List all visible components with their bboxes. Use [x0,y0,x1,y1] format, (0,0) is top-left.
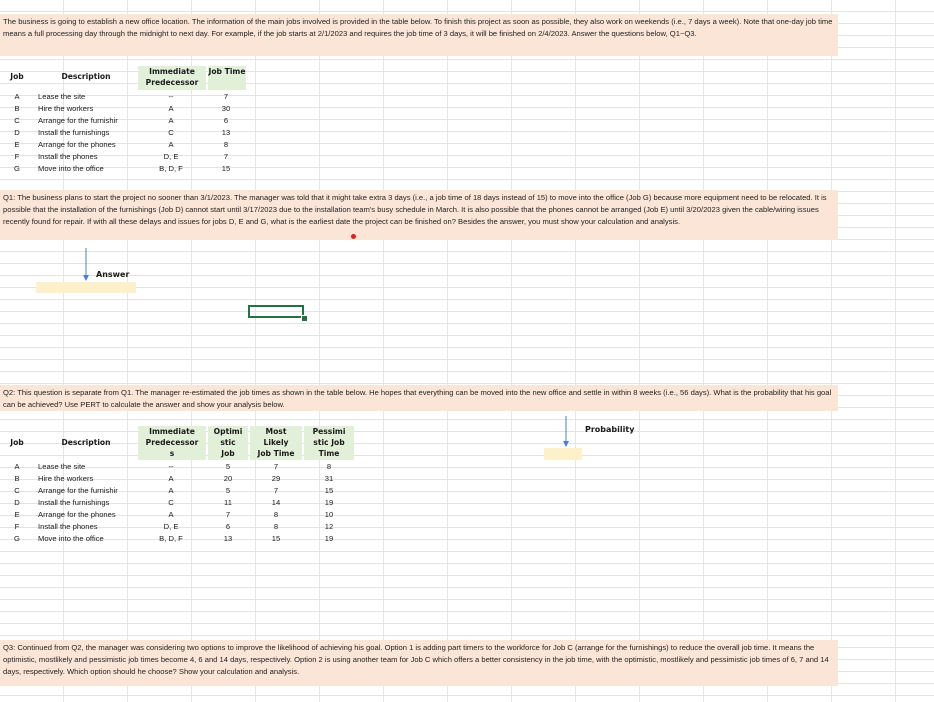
table-cell-pred: -- [168,462,174,471]
q2-note [0,385,838,411]
table-cell-pred: A [168,140,174,149]
most-line-3: Job Time [257,449,295,458]
table-cell-job: F [14,152,20,161]
table-cell-pred: D, E [163,152,179,161]
table-cell-pes: 15 [324,486,334,495]
table-cell-pred: D, E [163,522,179,531]
table-cell-pred: C [168,498,174,507]
q3-text: Q3: Continued from Q2, the manager was considering two options to improve the likelihood of achieving his goal. Option 1 is adding part timers to the workforce for Job C (arrange for the furnishings) to reduce the overall job time. It means the optimistic, mostlikely and pessimistic job times become 4, 6 and 14 days, respectively. Option 2 is using another team for Job C which offers a better consistency in the job time, with the optimistic, mostlikely and pessimistic job times of 6, 7 and 14 days, respectively. Which option should he choose? Show your calculation and analysis. [3,643,829,676]
table2-header-description: Description [61,438,111,447]
q3-note [0,640,838,686]
table-cell-job: A [14,462,20,471]
table-cell-desc: Move into the office [38,534,104,543]
table1-predecessor-label: Immediate Predecessor [145,67,199,87]
table-cell-pred: A [168,510,174,519]
answer-label: Answer [96,270,130,279]
table-cell-desc: Arrange for the furnishir [38,486,118,495]
table1-header-description: Description [61,72,111,81]
probability-cell[interactable] [544,448,582,460]
table-cell-most: 8 [273,522,279,531]
table-cell-time: 13 [221,128,231,137]
opt-line-1: Optimi [213,427,243,436]
table-cell-pes: 12 [324,522,334,531]
table-cell-opt: 11 [224,498,232,507]
table-cell-time: 15 [221,164,231,173]
table-cell-job: C [14,486,20,495]
table2-header-job: Job [10,438,24,447]
table-cell-job: E [14,510,20,519]
most-line-1: Most [265,427,287,436]
table-cell-pred: A [168,486,174,495]
table-cell-job: D [14,128,20,137]
table-cell-pes: 19 [324,498,334,507]
table-cell-desc: Arrange for the phones [38,140,116,149]
pes-line-2: stic Job [313,438,345,447]
table-cell-most: 29 [271,474,281,483]
opt-line-3: Job [221,449,235,458]
pes-line-3: Time [318,449,340,458]
table2-header-predecessor [138,426,206,460]
table-cell-pred: B, D, F [159,164,183,173]
table-cell-pred: B, D, F [159,534,183,543]
table-cell-pred: A [168,116,174,125]
table-cell-desc: Arrange for the furnishir [38,116,118,125]
opt-line-2: stic [220,438,236,447]
selected-cell[interactable] [248,305,304,318]
table-cell-opt: 5 [225,462,231,471]
table-cell-time: 6 [223,116,229,125]
table-cell-job: D [14,498,20,507]
table-cell-desc: Install the phones [38,152,98,161]
job-table-1 [0,64,250,176]
table-cell-most: 14 [271,498,281,507]
table-cell-desc: Hire the workers [38,474,94,483]
intro-text: The business is going to establish a new office location. The information of the main jobs involved is provided in the table below. To finish this project as soon as possible, they also work on weekends (i.e., 7 days a week). Note that one-day job time means a full processing day through the midnight to next day. For example, if the job starts at 2/1/2023 and requires the job time of 3 days, it will be finished on 2/4/2023. Answer the questions below, Q1~Q3. [3,17,833,38]
table-cell-time: 8 [223,140,229,149]
table2-header-most-likely [250,426,302,460]
table-cell-desc: Lease the site [38,92,86,101]
probability-label: Probability [585,425,635,434]
table-cell-job: G [14,164,20,173]
table-cell-opt: 7 [225,510,231,519]
pred-line-3: s [169,449,175,458]
table1-header-time [208,66,246,90]
table-cell-most: 8 [273,510,279,519]
table-cell-pred: C [168,128,174,137]
table-cell-time: 7 [223,152,229,161]
table-cell-desc: Lease the site [38,462,86,471]
table-cell-job: C [14,116,20,125]
table-cell-desc: Move into the office [38,164,104,173]
table2-header-optimistic [208,426,248,460]
answer-cell[interactable] [36,282,136,293]
table-cell-time: 30 [221,104,231,113]
pred-line-1: Immediate [149,427,195,436]
table-cell-most: 7 [273,462,279,471]
table1-header-predecessor [138,66,206,90]
table1-time-label: Job Time [208,67,246,76]
job-table-2 [0,424,360,549]
table-cell-job: B [14,104,20,113]
table-cell-opt: 13 [223,534,233,543]
table-cell-opt: 6 [225,522,231,531]
table-cell-pes: 31 [324,474,334,483]
table-cell-opt: 5 [225,486,231,495]
table-cell-desc: Hire the workers [38,104,94,113]
table-cell-most: 15 [271,534,281,543]
table-cell-pes: 8 [326,462,332,471]
q1-note [0,190,838,240]
table2-header-pessimistic [304,426,354,460]
table-cell-pred: -- [168,92,174,101]
table-cell-job: G [14,534,20,543]
table-cell-job: A [14,92,20,101]
table-cell-desc: Install the furnishings [38,128,110,137]
table-cell-pred: A [168,474,174,483]
table-cell-desc: Install the phones [38,522,98,531]
q2-text: Q2: This question is separate from Q1. The manager re-estimated the job times as shown in the table below. He hopes that everything can be moved into the new office and settle in within 8 weeks (i.e., 56 days). What is the probability that his goal can be achieved? Use PERT to calculate the answer and show your analysis below. [3,388,832,409]
pred-line-2: Predecessor [145,438,199,447]
table-cell-pred: A [168,104,174,113]
table-cell-desc: Install the furnishings [38,498,110,507]
red-marker-dot [351,234,356,239]
table-cell-job: F [14,522,20,531]
answer-arrow-icon [82,248,90,282]
table-cell-most: 7 [273,486,279,495]
table-cell-job: B [14,474,20,483]
table-cell-time: 7 [223,92,229,101]
q1-text: Q1: The business plans to start the project no sooner than 3/1/2023. The manager was told that it might take extra 3 days (i.e., a job time of 18 days instead of 15) to move into the office (Job G) because more equipment need to be relocated. It is possible that the installation of the furnishings (Job D) cannot start until 3/17/2023 due to the installation team's busy schedule in March. It is also possible that the phones cannot be arranged (Job E) until 3/20/2023 given the cable/wiring issues recently found for repair. If with all these delays and issues for jobs D, E and G, what is the earliest date the project can be finished on? Besides the answer, you must show your calculation and analysis. [3,193,827,226]
pes-line-1: Pessimi [312,427,346,436]
probability-arrow-icon [562,416,570,448]
table-cell-desc: Arrange for the phones [38,510,116,519]
table-cell-pes: 10 [324,510,334,519]
table-cell-job: E [14,140,20,149]
table1-header-job: Job [10,72,24,81]
fill-handle[interactable] [301,315,308,322]
most-line-2: Likely [263,438,289,447]
table-cell-pes: 19 [324,534,334,543]
intro-note [0,14,838,56]
table-cell-opt: 20 [223,474,233,483]
